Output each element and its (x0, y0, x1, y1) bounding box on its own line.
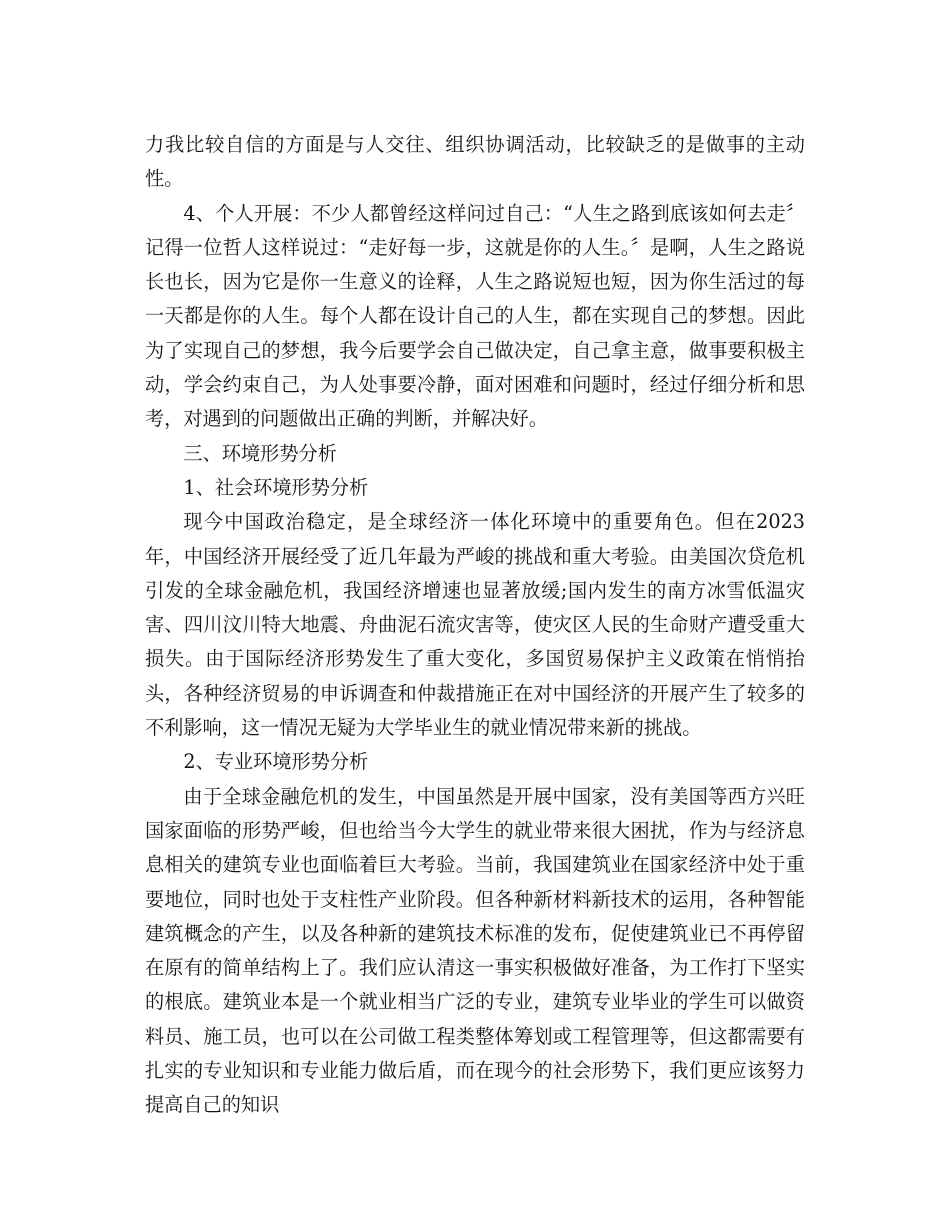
section-heading-environment-analysis: 三、环境形势分析 (183, 441, 337, 465)
paragraph-continuation: 力我比较自信的方面是与人交往、组织协调活动，比较缺乏的是做事的主动性。 (145, 133, 805, 191)
paragraph-personal-development: 4、个人开展：不少人都曾经这样问过自己：“人生之路到底该如何去走〞记得一位哲人这样说过：“走好每一步，这就是你的人生。〞是啊，人生之路说长也长，因为它是你一生意义的诠释，人生之路说短也短，因为你生活过的每一天都是你的人生。每个人都在设计自己的人生，都在实现自己的梦想。因此为了实现自己的梦想，我今后要学会自己做决定，自己拿主意，做事要积极主动，学会约束自己，为人处事要冷静，面对困难和问题时，经过仔细分析和思考，对遇到的问题做出正确的判断，并解决好。 (145, 201, 805, 431)
paragraph-professional-environment: 由于全球金融危机的发生，中国虽然是开展中国家，没有美国等西方兴旺国家面临的形势严峻，但也给当今大学生的就业带来很大困扰，作为与经济息息相关的建筑专业也面临着巨大考验。当前，我国建筑业在国家经济中处于重要地位，同时也处于支柱性产业阶段。但各种新材料新技术的运用，各种智能建筑概念的产生，以及各种新的建筑技术标准的发布，促使建筑业已不再停留在原有的简单结构上了。我们应认清这一事实积极做好准备，为工作打下坚实的根底。建筑业本是一个就业相当广泛的专业，建筑专业毕业的学生可以做资料员、施工员，也可以在公司做工程类整体筹划或工程管理等，但这都需要有扎实的专业知识和专业能力做后盾，而在现今的社会形势下，我们更应该努力提高自己的知识 (145, 784, 805, 1117)
subsection-heading-professional-environment: 2、专业环境形势分析 (183, 750, 369, 774)
paragraph-social-environment: 现今中国政治稳定，是全球经济一体化环境中的重要角色。但在2023年，中国经济开展经受了近几年最为严峻的挑战和重大考验。由美国次贷危机引发的全球金融危机，我国经济增速也显著放缓;国内发生的南方冰雪低温灾害、四川汶川特大地震、舟曲泥石流灾害等，使灾区人民的生命财产遭受重大损失。由于国际经济形势发生了重大变化，多国贸易保护主义政策在悄悄抬头，各种经济贸易的申诉调查和仲裁措施正在对中国经济的开展产生了较多的不利影响，这一情况无疑为大学毕业生的就业情况带来新的挑战。 (145, 510, 805, 740)
subsection-heading-social-environment: 1、社会环境形势分析 (183, 475, 369, 499)
document-body (145, 128, 805, 1123)
